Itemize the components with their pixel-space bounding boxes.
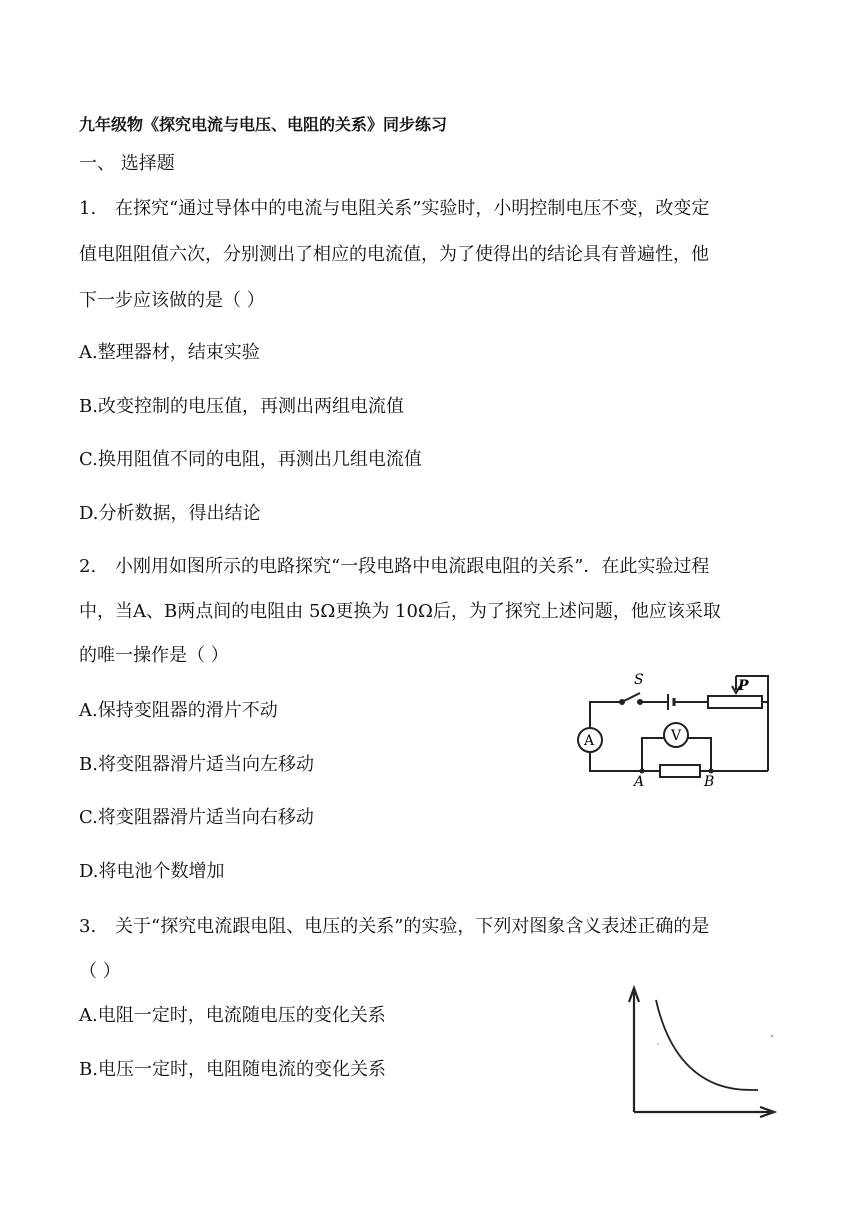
question-3-option-a: A.电阻一定时，电流随电压的变化关系	[79, 1005, 386, 1026]
question-3-option-b: B.电压一定时，电阻随电流的变化关系	[79, 1059, 386, 1080]
junction-a-dot	[640, 769, 645, 774]
question-2-text-2: 中，当A、B两点间的电阻由 5Ω更换为 10Ω后，为了探究上述问题，他应该采取	[79, 601, 721, 622]
voltmeter-label: V	[671, 728, 682, 744]
switch-label: S	[634, 672, 644, 688]
question-1-option-a: A.整理器材，结束实验	[79, 342, 260, 363]
question-1-text-1: 在探究“通过导体中的电流与电阻关系”实验时，小明控制电压不变，改变定	[115, 198, 710, 219]
point-b-label: B	[704, 774, 715, 790]
question-1-text-2: 值电阻阻值六次，分别测出了相应的电流值，为了使得出的结论具有普遍性，他	[79, 244, 709, 265]
question-3-text-2: （ ）	[79, 961, 121, 982]
question-1-option-c: C.换用阻值不同的电阻，再测出几组电流值	[79, 449, 422, 470]
question-2-line-1	[79, 552, 784, 578]
junction-b-dot	[709, 769, 714, 774]
question-3-text-1: 关于“探究电流跟电阻、电压的关系”的实验，下列对图象含义表述正确的是	[115, 916, 710, 937]
ammeter-label: A	[584, 733, 595, 749]
question-1-option-d: D.分析数据，得出结论	[79, 503, 261, 524]
question-2-option-b: B.将变阻器滑片适当向左移动	[79, 754, 314, 775]
question-2-option-c: C.将变阻器滑片适当向右移动	[79, 807, 314, 828]
question-1-option-b: B.改变控制的电压值，再测出两组电流值	[79, 396, 404, 417]
circuit-diagram	[572, 668, 784, 790]
question-2-option-a: A.保持变阻器的滑片不动	[79, 700, 278, 721]
question-1-text-3: 下一步应该做的是（ ）	[79, 290, 265, 311]
question-1-line-1	[79, 194, 784, 220]
inverse-graph	[624, 984, 780, 1120]
point-a-label: A	[634, 774, 645, 790]
question-2-text-3: 的唯一操作是（ ）	[79, 645, 229, 666]
section-heading: 一、 选择题	[79, 153, 175, 174]
inverse-curve	[656, 1000, 758, 1090]
question-2-text-1: 小刚用如图所示的电路探究“一段电路中电流跟电阻的关系”．在此实验过程	[115, 556, 710, 577]
slider-label: P	[738, 678, 749, 694]
page-title: 九年级物《探究电流与电压、电阻的关系》同步练习	[79, 115, 448, 134]
question-3-number: 3.	[79, 916, 97, 937]
question-2-option-d: D.将电池个数增加	[79, 861, 225, 882]
question-1-number: 1.	[79, 198, 97, 219]
question-3-line-1	[79, 912, 784, 938]
question-2-number: 2.	[79, 556, 97, 577]
